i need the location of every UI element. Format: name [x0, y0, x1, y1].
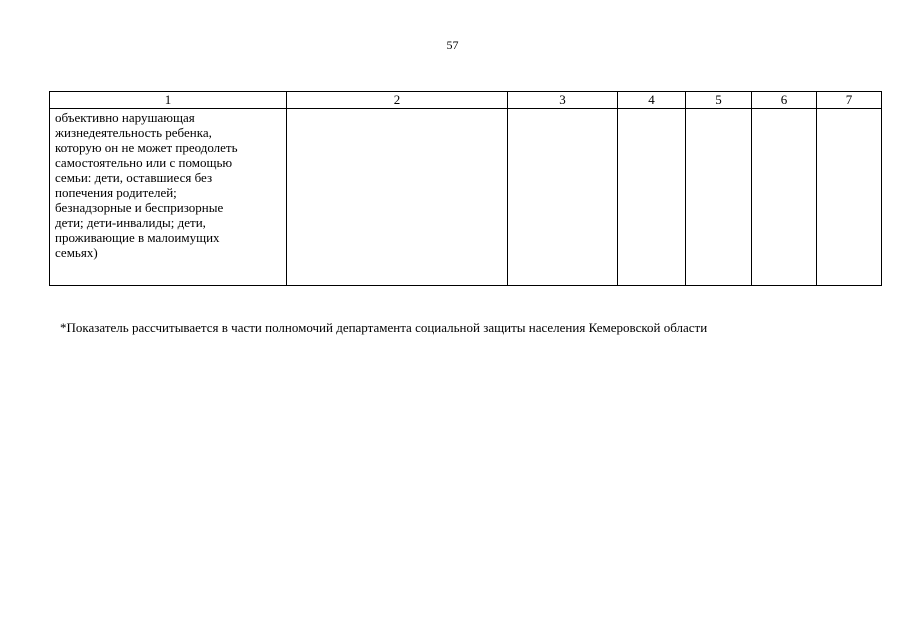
column-header-5: 5: [686, 92, 752, 109]
description-line: жизнедеятельность ребенка,: [55, 125, 212, 140]
table-cell-col-4: [618, 109, 686, 286]
column-header-2: 2: [287, 92, 508, 109]
table-cell-col-7: [817, 109, 882, 286]
description-line: объективно нарушающая: [55, 110, 195, 125]
description-line: проживающие в малоимущих: [55, 230, 220, 245]
description-line: семьи: дети, оставшиеся без: [55, 170, 213, 185]
table-row: [50, 109, 882, 286]
page-number: 57: [446, 38, 459, 52]
description-line: безнадзорные и беспризорные: [55, 200, 224, 215]
description-line: попечения родителей;: [55, 185, 177, 200]
indicator-table: [49, 91, 882, 286]
table-cell-col-5: [686, 109, 752, 286]
indicator-description-cell: [50, 109, 287, 286]
description-line: дети; дети-инвалиды; дети,: [55, 215, 206, 230]
table-cell-col-3: [508, 109, 618, 286]
description-line: самостоятельно или с помощью: [55, 155, 233, 170]
description-line: семьях): [55, 245, 98, 260]
table-cell-col-6: [752, 109, 817, 286]
table-header-row: [50, 92, 882, 109]
table-cell-col-2: [287, 109, 508, 286]
footnote: *Показатель рассчитывается в части полномочий департамента социальной защиты населения Кемеровской области: [60, 320, 708, 335]
description-line: которую он не может преодолеть: [55, 140, 238, 155]
column-header-4: 4: [618, 92, 686, 109]
column-header-6: 6: [752, 92, 817, 109]
column-header-3: 3: [508, 92, 618, 109]
column-header-1: 1: [50, 92, 287, 109]
column-header-7: 7: [817, 92, 882, 109]
